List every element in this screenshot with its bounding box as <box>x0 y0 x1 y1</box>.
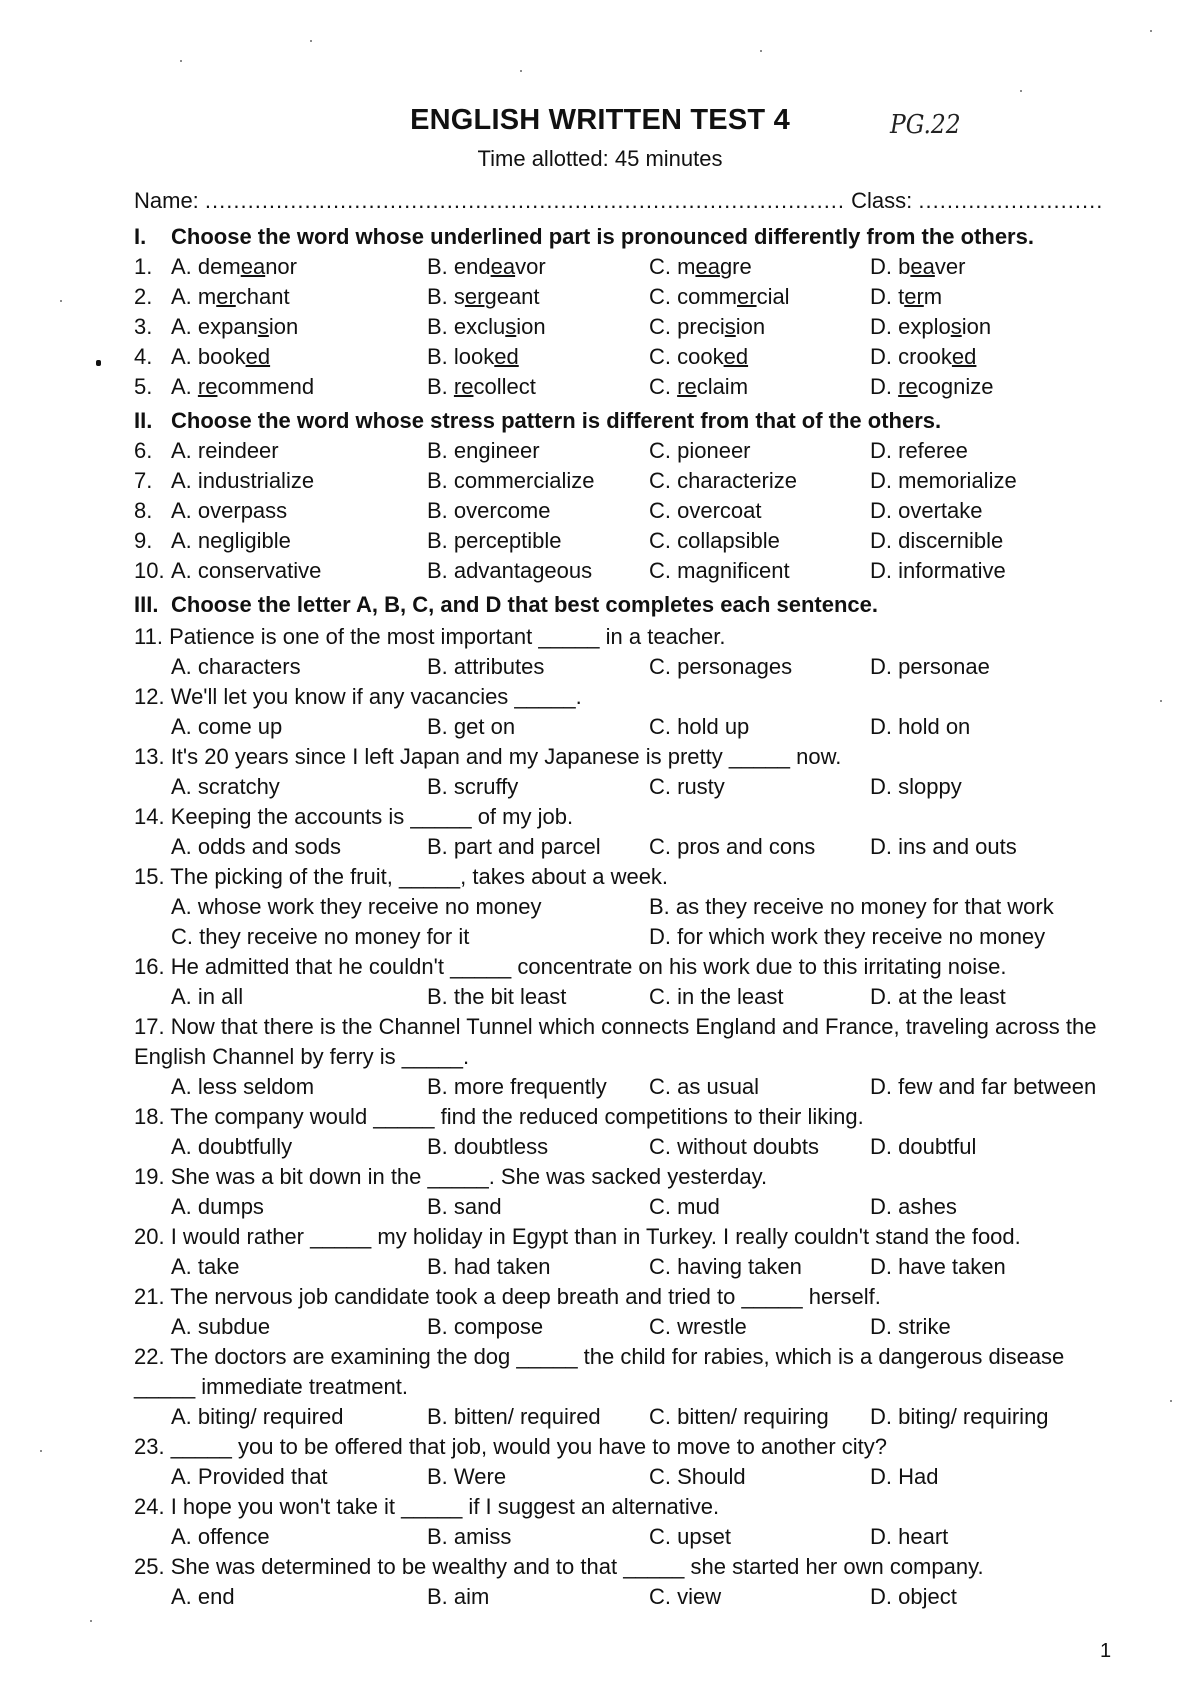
question-stem: 14. Keeping the accounts is _____ of my job. <box>134 804 574 829</box>
answer-option[interactable] <box>171 312 427 342</box>
answer-option[interactable]: D. personae <box>870 654 990 679</box>
question-number: 10. <box>134 558 165 583</box>
question-number: 7. <box>134 468 153 493</box>
answer-option[interactable]: C. upset <box>649 1524 731 1549</box>
answer-option[interactable]: C. as usual <box>649 1074 760 1099</box>
answer-option[interactable]: A. reindeer <box>171 438 279 463</box>
answer-option[interactable]: B. more frequently <box>427 1074 607 1099</box>
underlined-part: ed <box>245 344 271 369</box>
scan-speck <box>1150 30 1152 32</box>
options-row <box>134 712 1124 742</box>
question-stem: 15. The picking of the fruit, _____, takes about a week. <box>134 864 669 889</box>
answer-option[interactable]: A. overpass <box>171 498 288 523</box>
underlined-part: re <box>677 374 697 399</box>
option-text: ion <box>268 314 299 339</box>
underlined-part: ed <box>951 344 977 369</box>
option-text: A. book <box>171 344 246 369</box>
question-stem: 23. _____ you to be offered that job, would you have to move to another city? <box>134 1434 887 1459</box>
section-heading <box>134 222 1124 252</box>
option-text: B. end <box>427 254 491 279</box>
class-field[interactable]: .......................... <box>918 188 1104 213</box>
option-text: C. m <box>649 254 696 279</box>
question-row <box>134 436 1124 466</box>
question-stem: 19. She was a bit down in the _____. She was sacked yesterday. <box>134 1164 768 1189</box>
answer-option[interactable]: C. without doubts <box>649 1134 819 1159</box>
underlined-part: ed <box>494 344 519 369</box>
answer-option[interactable]: D. have taken <box>870 1254 1006 1279</box>
underlined-part: ea <box>695 254 720 279</box>
answer-option[interactable]: B. Were <box>427 1464 507 1489</box>
answer-option[interactable]: D. hold on <box>870 714 971 739</box>
scan-speck <box>310 40 312 42</box>
underlined-part: er <box>464 284 485 309</box>
option-text: C. cook <box>649 344 724 369</box>
answer-option[interactable]: B. amiss <box>427 1524 512 1549</box>
question-stem: 17. Now that there is the Channel Tunnel which connects England and France, traveling across the <box>134 1014 1097 1039</box>
answer-option[interactable] <box>649 312 870 342</box>
answer-option[interactable]: D. at the least <box>870 984 1006 1009</box>
option-text: claim <box>696 374 749 399</box>
scan-speck <box>180 60 182 62</box>
answer-option[interactable] <box>649 282 870 312</box>
class-label: Class: <box>851 188 913 213</box>
answer-option[interactable] <box>649 342 870 372</box>
answer-option[interactable]: A. whose work they receive no money <box>171 894 542 919</box>
underlined-part: s <box>950 314 962 339</box>
question-stem: 25. She was determined to be wealthy and to that _____ she started her own company. <box>134 1554 984 1579</box>
answer-option[interactable]: B. had taken <box>427 1254 551 1279</box>
option-text: collect <box>473 374 536 399</box>
options-row <box>134 1132 1124 1162</box>
question-number: 4. <box>134 344 153 369</box>
name-class-line <box>134 188 1104 214</box>
answer-option[interactable] <box>649 252 870 282</box>
name-field[interactable]: .......................................................................................... <box>204 188 846 213</box>
section-instruction: Choose the word whose stress pattern is different from that of the others. <box>171 408 942 433</box>
options-row <box>134 832 1124 862</box>
question-stem: 22. The doctors are examining the dog _____ the child for rabies, which is a dangerous disease <box>134 1344 1065 1369</box>
answer-option[interactable]: C. mud <box>649 1194 720 1219</box>
scan-speck <box>1160 700 1162 702</box>
answer-option[interactable]: D. ashes <box>870 1194 957 1219</box>
underlined-part: er <box>216 284 236 309</box>
options-row <box>134 772 1124 802</box>
underlined-part: re <box>898 374 918 399</box>
underlined-part: re <box>197 374 218 399</box>
answer-option[interactable]: C. in the least <box>649 984 784 1009</box>
answer-option[interactable] <box>427 282 649 312</box>
question-row <box>134 282 1124 312</box>
options-row <box>134 1192 1124 1222</box>
answer-option[interactable]: C. having taken <box>649 1254 802 1279</box>
option-text: cial <box>756 284 790 309</box>
answer-option[interactable]: D. informative <box>870 558 1006 583</box>
option-text: ion <box>516 314 546 339</box>
margin-mark <box>96 360 101 366</box>
answer-option[interactable]: D. doubtful <box>870 1134 977 1159</box>
answer-option[interactable]: D. object <box>870 1584 957 1609</box>
answer-option[interactable]: A. conservative <box>171 558 322 583</box>
answer-option[interactable]: A. Provided that <box>171 1464 328 1489</box>
answer-option[interactable]: D. heart <box>870 1524 949 1549</box>
answer-option[interactable]: B. advantageous <box>427 558 593 583</box>
answer-option[interactable]: A. industrialize <box>171 468 315 493</box>
answer-option[interactable]: B. engineer <box>427 438 540 463</box>
question-row <box>134 496 1124 526</box>
answer-option[interactable]: B. get on <box>427 714 516 739</box>
answer-option[interactable]: C. wrestle <box>649 1314 747 1339</box>
answer-option[interactable]: C. bitten/ requiring <box>649 1404 829 1429</box>
time-allotted: Time allotted: 45 minutes <box>477 146 723 171</box>
answer-option[interactable]: B. the bit least <box>427 984 567 1009</box>
scan-speck <box>760 50 762 52</box>
answer-option[interactable]: B. attributes <box>427 654 545 679</box>
name-label: Name: <box>134 188 199 213</box>
section-number: I. <box>134 224 147 249</box>
answer-option[interactable]: A. dumps <box>171 1194 264 1219</box>
answer-option[interactable]: C. magnificent <box>649 558 790 583</box>
option-text: ion <box>961 314 992 339</box>
underlined-part: er <box>737 284 757 309</box>
option-text: A. expan <box>171 314 258 339</box>
option-text: A. m <box>171 284 217 309</box>
option-text: A. dem <box>171 254 241 279</box>
answer-option[interactable]: C. characterize <box>649 468 797 493</box>
option-text: A. <box>171 374 198 399</box>
answer-option[interactable]: C. rusty <box>649 774 725 799</box>
option-text: D. explo <box>870 314 951 339</box>
underlined-part: er <box>904 284 924 309</box>
answer-option[interactable]: D. ins and outs <box>870 834 1017 859</box>
section-number: II. <box>134 408 153 433</box>
answer-option[interactable]: B. commercialize <box>427 468 595 493</box>
question-stem: 13. It's 20 years since I left Japan and my Japanese is pretty _____ now. <box>134 744 842 769</box>
option-text: C. <box>649 374 678 399</box>
answer-option[interactable] <box>427 342 649 372</box>
section-2-questions <box>134 436 1124 586</box>
page-number: 1 <box>1100 1640 1112 1662</box>
question-stem: 20. I would rather _____ my holiday in Egypt than in Turkey. I really couldn't stand the food. <box>134 1224 1021 1249</box>
section-number: III. <box>134 592 159 617</box>
answer-option[interactable]: C. personages <box>649 654 793 679</box>
answer-option[interactable] <box>171 372 427 402</box>
option-text: D. <box>870 374 899 399</box>
scan-speck <box>60 300 62 302</box>
answer-option[interactable] <box>649 372 870 402</box>
question-number: 1. <box>134 254 153 279</box>
answer-option[interactable]: B. overcome <box>427 498 551 523</box>
question-number: 2. <box>134 284 153 309</box>
answer-option[interactable]: D. Had <box>870 1464 939 1489</box>
option-text: chant <box>235 284 290 309</box>
answer-option[interactable]: D. few and far between <box>870 1074 1097 1099</box>
answer-option[interactable] <box>427 372 649 402</box>
page-title: ENGLISH WRITTEN TEST 4 <box>410 104 790 136</box>
options-row <box>134 892 1124 922</box>
answer-option[interactable]: A. scratchy <box>171 774 280 799</box>
answer-option[interactable] <box>870 282 1090 312</box>
answer-option[interactable]: A. come up <box>171 714 283 739</box>
option-text: gre <box>719 254 752 279</box>
question-stem: 12. We'll let you know if any vacancies _____. <box>134 684 582 709</box>
question-stem-continued: English Channel by ferry is _____. <box>134 1044 470 1069</box>
underlined-part: s <box>505 314 517 339</box>
answer-option[interactable] <box>171 252 427 282</box>
option-text: B. <box>427 374 454 399</box>
option-text: C. preci <box>649 314 725 339</box>
options-row <box>134 1462 1124 1492</box>
question-number: 6. <box>134 438 153 463</box>
answer-option[interactable]: A. negligible <box>171 528 291 553</box>
answer-option[interactable] <box>427 312 649 342</box>
answer-option[interactable]: B. doubtless <box>427 1134 549 1159</box>
scan-speck <box>40 1450 42 1452</box>
option-text: B. look <box>427 344 495 369</box>
question-stem: 24. I hope you won't take it _____ if I suggest an alternative. <box>134 1494 720 1519</box>
answer-option[interactable]: B. bitten/ required <box>427 1404 601 1429</box>
answer-option[interactable] <box>171 282 427 312</box>
question-stem: 21. The nervous job candidate took a deep breath and tried to _____ herself. <box>134 1284 881 1309</box>
option-text: nor <box>265 254 297 279</box>
answer-option[interactable]: C. overcoat <box>649 498 762 523</box>
answer-option[interactable]: A. biting/ required <box>171 1404 344 1429</box>
options-row <box>134 1582 1124 1612</box>
title-area <box>0 104 1200 137</box>
answer-option[interactable]: C. collapsible <box>649 528 780 553</box>
answer-option[interactable]: B. sand <box>427 1194 502 1219</box>
answer-option[interactable] <box>870 252 1090 282</box>
options-row <box>134 652 1124 682</box>
section-instruction: Choose the letter A, B, C, and D that best completes each sentence. <box>171 592 879 617</box>
question-row <box>134 526 1124 556</box>
scan-speck <box>1020 90 1022 92</box>
question-number: 5. <box>134 374 153 399</box>
answer-option[interactable]: C. view <box>649 1584 722 1609</box>
question-number: 9. <box>134 528 153 553</box>
answer-option[interactable]: C. they receive no money for it <box>171 924 470 949</box>
section-instruction: Choose the word whose underlined part is pronounced differently from the others. <box>171 224 1034 249</box>
option-text: D. crook <box>870 344 952 369</box>
underlined-part: ed <box>723 344 749 369</box>
options-row <box>134 1312 1124 1342</box>
answer-option[interactable]: A. in all <box>171 984 244 1009</box>
section-3-questions <box>134 622 1124 1612</box>
answer-option[interactable]: C. pros and cons <box>649 834 816 859</box>
answer-option[interactable]: D. discernible <box>870 528 1004 553</box>
option-text: B. s <box>427 284 465 309</box>
option-text: geant <box>484 284 540 309</box>
answer-option[interactable]: A. end <box>171 1584 235 1609</box>
question-number: 8. <box>134 498 153 523</box>
question-stem: 16. He admitted that he couldn't _____ concentrate on his work due to this irritating noise. <box>134 954 1007 979</box>
question-number: 3. <box>134 314 153 339</box>
answer-option[interactable]: D. overtake <box>870 498 983 523</box>
answer-option[interactable]: A. less seldom <box>171 1074 315 1099</box>
options-row <box>134 1522 1124 1552</box>
answer-option[interactable]: A. take <box>171 1254 240 1279</box>
options-row <box>134 1402 1124 1432</box>
option-text: vor <box>515 254 546 279</box>
option-text: D. t <box>870 284 905 309</box>
question-stem: 11. Patience is one of the most important _____ in a teacher. <box>134 624 726 649</box>
test-content <box>134 220 1124 1612</box>
question-stem: 18. The company would _____ find the reduced competitions to their liking. <box>134 1104 864 1129</box>
answer-option[interactable]: D. for which work they receive no money <box>649 924 1046 949</box>
scan-speck <box>520 70 522 72</box>
section-1-questions <box>134 252 1124 402</box>
underlined-part: ea <box>490 254 516 279</box>
answer-option[interactable]: B. as they receive no money for that work <box>649 894 1054 919</box>
answer-option[interactable]: D. strike <box>870 1314 951 1339</box>
question-stem-continued: _____ immediate treatment. <box>134 1374 408 1399</box>
section-heading <box>134 406 1124 436</box>
answer-option[interactable]: C. Should <box>649 1464 746 1489</box>
underlined-part: ea <box>240 254 266 279</box>
option-text: ion <box>735 314 766 339</box>
option-text: B. exclu <box>427 314 506 339</box>
answer-option[interactable]: A. subdue <box>171 1314 271 1339</box>
section-heading <box>134 590 1124 620</box>
answer-option[interactable]: B. aim <box>427 1584 490 1609</box>
question-row <box>134 252 1124 282</box>
answer-option[interactable] <box>870 312 1090 342</box>
underlined-part: re <box>453 374 474 399</box>
answer-option[interactable]: C. pioneer <box>649 438 751 463</box>
answer-option[interactable] <box>427 252 649 282</box>
scan-speck <box>90 1620 92 1622</box>
answer-option[interactable]: D. biting/ requiring <box>870 1404 1049 1429</box>
options-row <box>134 1252 1124 1282</box>
question-row <box>134 556 1124 586</box>
option-text: D. b <box>870 254 911 279</box>
answer-option[interactable]: B. compose <box>427 1314 544 1339</box>
question-row <box>134 372 1124 402</box>
option-text: m <box>923 284 943 309</box>
answer-option[interactable] <box>870 342 1090 372</box>
answer-option[interactable]: A. doubtfully <box>171 1134 293 1159</box>
underlined-part: s <box>724 314 736 339</box>
answer-option[interactable]: B. perceptible <box>427 528 562 553</box>
answer-option[interactable]: A. odds and sods <box>171 834 342 859</box>
underlined-part: ea <box>910 254 935 279</box>
options-row <box>134 982 1124 1012</box>
answer-option[interactable]: A. characters <box>171 654 301 679</box>
handwritten-note: PG.22 <box>890 110 961 140</box>
answer-option[interactable] <box>171 342 427 372</box>
underlined-part: s <box>257 314 269 339</box>
question-row <box>134 342 1124 372</box>
answer-option[interactable]: D. referee <box>870 438 968 463</box>
answer-option[interactable]: C. hold up <box>649 714 750 739</box>
option-text: cognize <box>917 374 994 399</box>
answer-option[interactable] <box>870 372 1090 402</box>
option-text: C. comm <box>649 284 737 309</box>
answer-option[interactable]: B. scruffy <box>427 774 519 799</box>
answer-option[interactable]: D. memorialize <box>870 468 1017 493</box>
option-text: ver <box>934 254 966 279</box>
answer-option[interactable]: B. part and parcel <box>427 834 601 859</box>
scan-speck <box>1170 1400 1172 1402</box>
options-row <box>134 1072 1124 1102</box>
answer-option[interactable]: D. sloppy <box>870 774 962 799</box>
question-row <box>134 312 1124 342</box>
answer-option[interactable]: A. offence <box>171 1524 270 1549</box>
option-text: commend <box>217 374 315 399</box>
question-row <box>134 466 1124 496</box>
options-row <box>134 922 1124 952</box>
